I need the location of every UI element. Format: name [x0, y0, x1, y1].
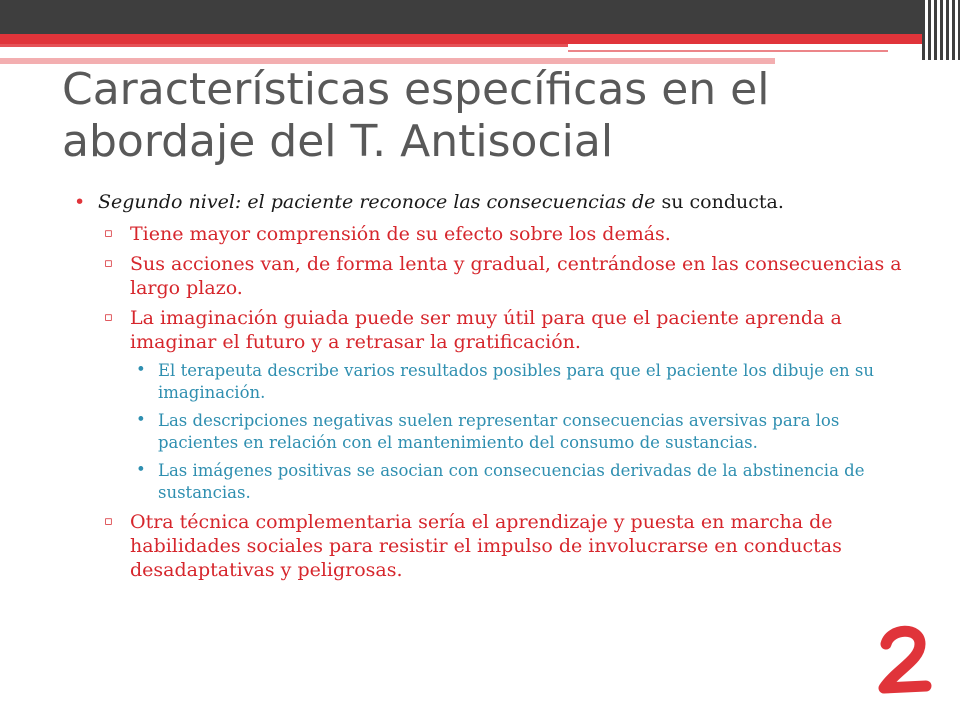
top-bar [0, 0, 922, 34]
square-bullet-icon: ▫ [104, 226, 113, 241]
sub-sub-item-text: Las imágenes positivas se asocian con consecuencias derivadas de la abstinencia de sustancias. [158, 461, 865, 502]
sub-item-text: Otra técnica complementaria sería el aprendizaje y puesta en marcha de habilidades sociales para resistir el impulso de involucrarse en conductas desadaptativas y peligrosas. [130, 511, 842, 581]
sub-item [74, 306, 904, 354]
accent-line [0, 34, 922, 44]
corner-stripes [922, 0, 960, 60]
sub-item-text: Sus acciones van, de forma lenta y gradual, centrándose en las consecuencias a largo plazo. [130, 253, 902, 299]
sub-sub-item [74, 460, 904, 504]
slide-body [74, 190, 904, 588]
sub-item [74, 510, 904, 582]
square-bullet-icon: ▫ [104, 514, 113, 529]
sub-sub-item-text: El terapeuta describe varios resultados posibles para que el paciente los dibuje en su imaginación. [158, 361, 874, 402]
slide-title: Características específicas en el abordaje del T. Antisocial [62, 64, 770, 167]
dot-bullet-icon: • [136, 460, 146, 479]
accent-line-thin-right [568, 50, 888, 52]
handwritten-2-logo [876, 622, 932, 702]
sub-item [74, 222, 904, 246]
sub-sub-item [74, 360, 904, 404]
square-bullet-icon: ▫ [104, 256, 113, 271]
bullet-level1 [74, 190, 904, 214]
accent-line-thin [0, 44, 568, 47]
sub-item-text: Tiene mayor comprensión de su efecto sobre los demás. [130, 223, 671, 245]
dot-bullet-icon: • [136, 360, 146, 379]
bullet-marker: • [74, 191, 86, 213]
dot-bullet-icon: • [136, 410, 146, 429]
sub-sub-item-text: Las descripciones negativas suelen representar consecuencias aversivas para los pacientes en relación con el mantenimiento del consumo de sustancias. [158, 411, 840, 452]
square-bullet-icon: ▫ [104, 310, 113, 325]
sub-item-text: La imaginación guiada puede ser muy útil para que el paciente aprenda a imaginar el futuro y a retrasar la gratificación. [130, 307, 842, 353]
bullet-italic-text: Segundo nivel: el paciente reconoce las consecuencias de [98, 191, 656, 213]
sub-item [74, 252, 904, 300]
sub-sub-item [74, 410, 904, 454]
bullet-text: su conducta. [655, 191, 784, 213]
